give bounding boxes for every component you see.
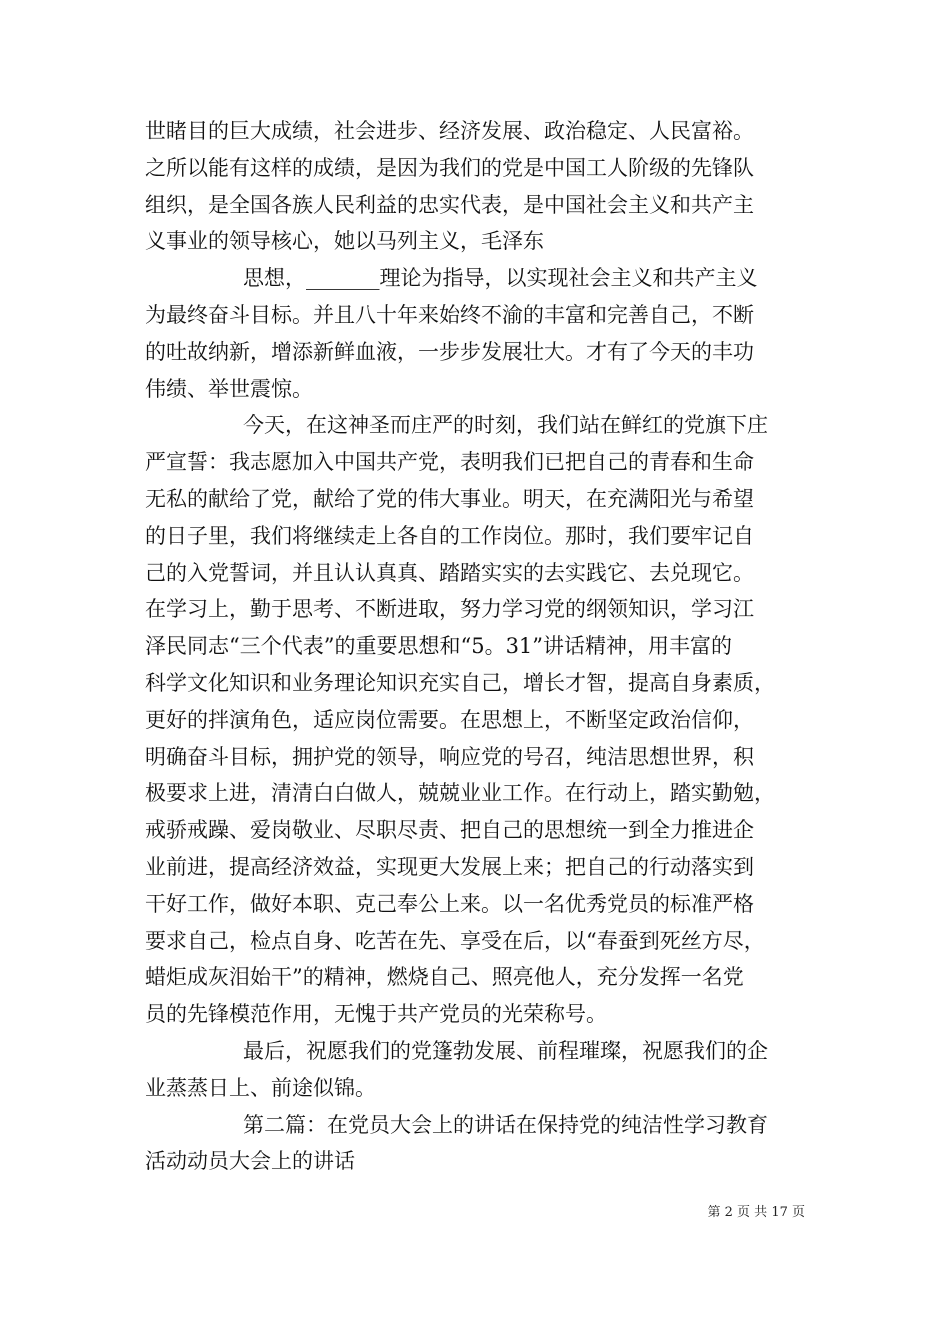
text-line: 泽民同志“三个代表”的重要思想和“5。31”讲话精神，用丰富的 xyxy=(145,634,733,659)
text-line: 组织，是全国各族人民利益的忠实代表，是中国社会主义和共产主 xyxy=(145,192,754,217)
text-line: 无私的献给了党，献给了党的伟大事业。明天，在充满阳光与希望 xyxy=(145,486,754,511)
text-line: 更好的拌演角色，适应岗位需要。在思想上，不断坚定政治信仰， xyxy=(145,707,754,732)
text-line: 的吐故纳新，增添新鲜血液，一步步发展壮大。才有了今天的丰功 xyxy=(145,339,754,364)
text-line: 业蒸蒸日上、前途似锦。 xyxy=(145,1075,376,1100)
text-line: 蜡炬成灰泪始干”的精神，燃烧自己、照亮他人，充分发挥一名党 xyxy=(145,965,744,990)
body-text xyxy=(145,113,810,1180)
text-line: 要求自己，检点自身、吃苦在先、享受在后，以“春蚕到死丝方尽， xyxy=(145,928,765,953)
text-line: 己的入党誓词，并且认认真真、踏踏实实的去实践它、去兑现它。 xyxy=(145,560,754,585)
text-line: 极要求上进，清清白白做人，兢兢业业工作。在行动上，踏实勤勉， xyxy=(145,781,775,806)
text-line: 科学文化知识和业务理论知识充实自己，增长才智，提高自身素质， xyxy=(145,670,775,695)
text-line: 明确奋斗目标，拥护党的领导，响应党的号召，纯洁思想世界，积 xyxy=(145,744,754,769)
page-number: 第 2 页 共 17 页 xyxy=(707,1205,805,1220)
text-line: 在学习上，勤于思考、不断进取，努力学习党的纲领知识，学习江 xyxy=(145,597,754,622)
text-line: 为最终奋斗目标。并且八十年来始终不渝的丰富和完善自己，不断 xyxy=(145,302,754,327)
text-line: 戒骄戒躁、爱岗敬业、尽职尽责、把自己的思想统一到全力推进企 xyxy=(145,818,754,843)
text-line: 之所以能有这样的成绩，是因为我们的党是中国工人阶级的先锋队 xyxy=(145,155,754,180)
text-line: 员的先锋模范作用，无愧于共产党员的光荣称号。 xyxy=(145,1002,607,1027)
text-line: 的日子里，我们将继续走上各自的工作岗位。那时，我们要牢记自 xyxy=(145,523,754,548)
text-line: 干好工作，做好本职、克己奉公上来。以一名优秀党员的标准严格 xyxy=(145,891,754,916)
paragraph-start-line: 思想，_______理论为指导，以实现社会主义和共产主义 xyxy=(243,266,758,291)
text-line: 严宣誓：我志愿加入中国共产党，表明我们已把自己的青春和生命 xyxy=(145,450,754,475)
text-line: 义事业的领导核心，她以马列主义，毛泽东 xyxy=(145,229,544,254)
paragraph-start-line: 今天，在这神圣而庄严的时刻，我们站在鲜红的党旗下庄 xyxy=(243,413,768,438)
text-line: 伟绩、举世震惊。 xyxy=(145,376,313,401)
text-line: 世睹目的巨大成绩，社会进步、经济发展、政治稳定、人民富裕。 xyxy=(145,119,754,143)
text-line: 业前进，提高经济效益，实现更大发展上来；把自己的行动落实到 xyxy=(145,854,754,879)
section-heading-line: 活动动员大会上的讲话 xyxy=(145,1149,355,1174)
paragraph-start-line: 最后，祝愿我们的党篷勃发展、前程璀璨，祝愿我们的企 xyxy=(243,1038,768,1063)
section-heading-line: 第二篇：在党员大会上的讲话在保持党的纯洁性学习教育 xyxy=(243,1112,768,1137)
